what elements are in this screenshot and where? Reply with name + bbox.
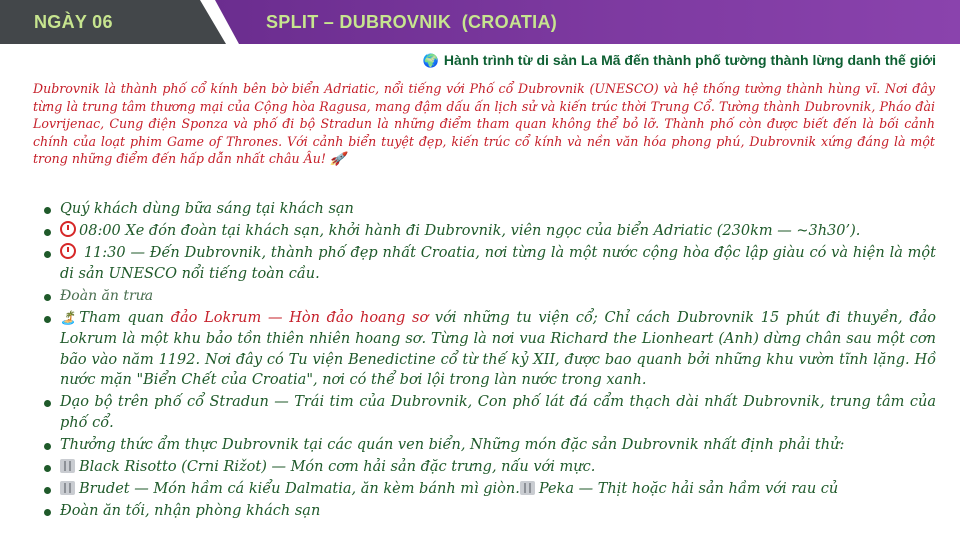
intro-paragraph bbox=[33, 80, 935, 169]
breakfast-text: Quý khách dùng bữa sáng tại khách sạn bbox=[60, 201, 354, 217]
cuisine-text: Thưởng thức ẩm thực Dubrovnik tại các quán ven biển, Những món đặc sản Dubrovnik nhất định phải thử: bbox=[60, 436, 845, 453]
header bbox=[0, 0, 960, 44]
fork-knife-icon bbox=[520, 481, 535, 495]
list-item-risotto bbox=[42, 457, 936, 478]
list-item-lunch bbox=[42, 286, 936, 307]
alarm-clock-icon bbox=[60, 221, 76, 237]
lokrum-prefix: Tham quan bbox=[79, 309, 171, 326]
list-item-stradun bbox=[42, 392, 936, 433]
list-item-dinner bbox=[42, 501, 936, 522]
day-label: NGÀY 06 bbox=[34, 12, 113, 32]
list-item-lokrum bbox=[42, 308, 936, 391]
list-item-brudet bbox=[42, 479, 936, 500]
globe-icon: 🌍 bbox=[422, 53, 439, 68]
peka-text: Peka — Thịt hoặc hải sản hầm với rau củ bbox=[538, 480, 839, 497]
alarm-clock-icon bbox=[60, 243, 76, 259]
dinner-text: Đoàn ăn tối, nhận phòng khách sạn bbox=[60, 502, 321, 519]
tagline bbox=[423, 52, 936, 69]
arrive-text: 11:30 — Đến Dubrovnik, thành phố đẹp nhất Croatia, nơi từng là một nước cộng hòa độc lập giàu có và hiện là một di sản UNESCO nổi tiếng toàn cầu. bbox=[60, 245, 936, 282]
depart-text: 08:00 Xe đón đoàn tại khách sạn, khởi hành đi Dubrovnik, viên ngọc của biển Adriatic (230km — ~3h30’). bbox=[79, 223, 861, 239]
list-item-breakfast bbox=[42, 199, 936, 220]
list-item-cuisine bbox=[42, 435, 936, 456]
list-item-depart bbox=[42, 221, 936, 242]
fork-knife-icon bbox=[60, 459, 75, 473]
island-icon: 🏝️ bbox=[60, 310, 79, 326]
itinerary-list bbox=[42, 199, 936, 523]
lunch-text: Đoàn ăn trưa bbox=[60, 287, 154, 304]
stradun-text: Dạo bộ trên phố cổ Stradun — Trái tim của Dubrovnik, Con phố lát đá cẩm thạch dài nhất Dubrovnik, trung tâm của phố cổ. bbox=[60, 394, 936, 431]
lokrum-highlight: đảo Lokrum — Hòn đảo hoang sơ bbox=[170, 309, 429, 326]
intro-text: Dubrovnik là thành phố cổ kính bên bờ biển Adriatic, nổi tiếng với Phố cổ Dubrovnik (UNESCO) và hệ thống tường thành hùng vĩ. Nơi đây từng là trung tâm thương mại của Cộng hòa Ragusa, mang đậm dấu ấn lịch sử và kiến trúc thời Trung Cổ. Tường thành Dubrovnik, Pháo đài Lovrijenac, Cung điện Sponza và phố đi bộ Stradun là những điểm tham quan không thể bỏ lỡ. Thành phố còn được biết đến là bối cảnh chính của loạt phim Game of Thrones. Với cảnh biển tuyệt đẹp, kiến trúc cổ kính và nền văn hóa phong phú, Dubrovnik xứng đáng là một trong những điểm đến hấp dẫn nhất châu Âu! bbox=[33, 81, 935, 167]
fork-knife-icon bbox=[60, 481, 75, 495]
rocket-icon: 🚀 bbox=[329, 152, 347, 168]
lokrum-text: với những tu viện cổ; Chỉ cách Dubrovnik 15 phút đi thuyền, đảo Lokrum là một khu bảo tồn thiên nhiên hoang sơ. Từng là nơi vua Richard the Lionheart (Anh) dừng chân sau một cơn bão vào năm 1192. Nơi đây có Tu viện Benedictine cổ từ thế kỷ XII, được bao quanh bởi những khu vườn tĩnh lặng. Hồ nước mặn "Biển Chết của Croatia", nơi có thể bơi lội trong làn nước trong xanh. bbox=[60, 309, 936, 388]
risotto-text: Black Risotto (Crni Rižot) — Món cơm hải sản đặc trưng, nấu với mực. bbox=[79, 458, 596, 475]
brudet-text: Brudet — Món hầm cá kiểu Dalmatia, ăn kèm bánh mì giòn. bbox=[79, 480, 520, 497]
tagline-text: Hành trình từ di sản La Mã đến thành phố tường thành lừng danh thế giới bbox=[443, 52, 936, 68]
list-item-arrive bbox=[42, 243, 936, 284]
route-title: SPLIT – DUBROVNIK (CROATIA) bbox=[266, 12, 558, 32]
